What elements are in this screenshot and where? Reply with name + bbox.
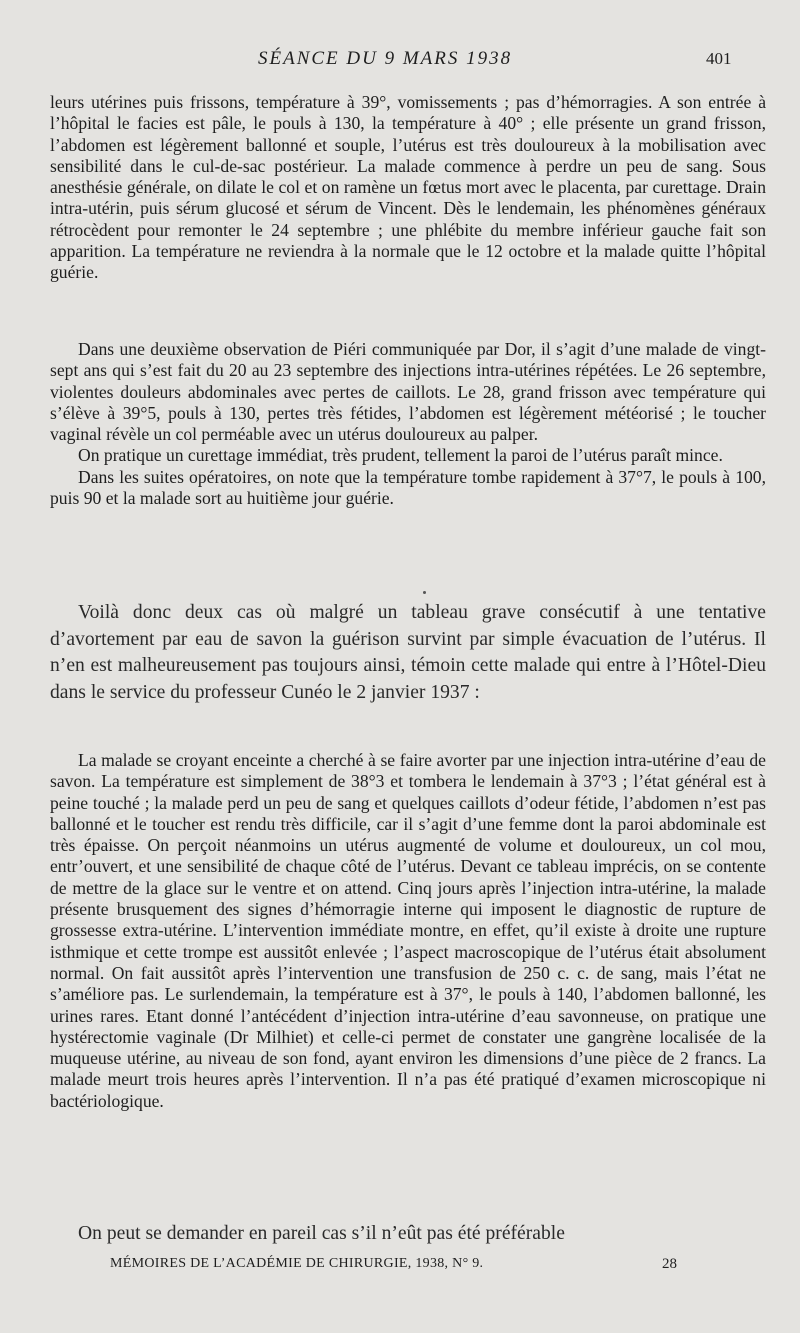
paragraph-case-two: Dans une deuxième observation de Piéri communiquée par Dor, il s’agit d’une malade de vingt-sept ans qui s’est fait du 20 au 23 septembre des injections intra-utérines répétées. Le 26 septembre, violentes douleurs abdominales avec pertes de caillots. Le 28, grand frisson avec température qui s’élève à 39°5, pouls à 130, pertes très fétides, l’abdomen est légèrement météorisé ; le toucher vaginal révèle un col perméable avec un utérus douloureux au palper.	[50, 339, 766, 445]
case-two-observation	[50, 339, 766, 509]
page-number: 401	[706, 49, 732, 68]
paragraph-case-three: La malade se croyant enceinte a cherché à se faire avorter par une injection intra-utérine d’eau de savon. La température est simplement de 38°3 et tombera le lendemain à 37°3 ; l’état général est à peine touché ; la malade perd un peu de sang et quelques caillots d’odeur fétide, l’abdomen n’est pas ballonné et le toucher est rendu très difficile, car il s’agit d’une femme dont la paroi abdominale est très épaisse. On perçoit néanmoins un utérus augmenté de volume et douloureux, un col mou, entr’ouvert, et une sensibilité de chaque côté de l’utérus. Devant ce tableau imprécis, on se contente de mettre de la glace sur le ventre et on attend. Cinq jours après l’injection intra-utérine, la malade présente brusquement des signes d’hémorragie interne qui imposent le diagnostic de rupture de grossesse extra-utérine. L’intervention immédiate montre, en effet, qu’il existe à droite une rupture isthmique et cette trompe est aussitôt enlevée ; l’aspect macroscopique de l’utérus était absolument normal. On fait aussitôt après l’intervention une transfusion de 250 c. c. de sang, mais l’état ne s’améliore pas. Le surlendemain, la température est à 37°, le pouls à 140, l’abdomen ballonné, les urines rares. Etant donné l’antécédent d’injection intra-utérine d’eau savonneuse, on pratique une hystérectomie vaginale (Dr Milhiet) et celle-ci permet de constater une gangrène localisée de la muqueuse utérine, au niveau de son fond, ayant environ les dimensions d’une pièce de 2 francs. La malade meurt trois heures après l’intervention. Il n’a pas été pratiqué d’examen microscopique ni bactériologique.	[50, 750, 766, 1111]
commentary-block	[50, 600, 766, 706]
paragraph-closing: On peut se demander en pareil cas s’il n’eût pas été préférable	[78, 1223, 565, 1244]
footer-sheet-number: 28	[662, 1256, 677, 1272]
paragraph-postoperative: Dans les suites opératoires, on note que la température tombe rapidement à 37°7, le pouls à 100, puis 90 et la malade sort au huitième jour guérie.	[50, 466, 766, 509]
footer-journal: MÉMOIRES DE L’ACADÉMIE DE CHIRURGIE, 1938, N° 9.	[110, 1256, 484, 1271]
case-one-continuation	[50, 92, 766, 284]
paragraph-case-one: leurs utérines puis frissons, température à 39°, vomissements ; pas d’hémorragies. A son entrée à l’hôpital le facies est pâle, le pouls à 130, la température à 40° ; elle présente un grand frisson, l’abdomen est légèrement ballonné et souple, l’utérus est très douloureux à la mobilisation avec sensibilité dans le cul-de-sac postérieur. La malade commence à perdre un peu de sang. Sous anesthésie générale, on dilate le col et on ramène un fœtus mort avec le placenta, par curettage. Drain intra-utérin, puis sérum glucosé et sérum de Vincent. Dès le lendemain, les phénomènes généraux rétrocèdent pour remonter le 24 septembre ; une phlébite du membre inférieur gauche fait son apparition. La température ne reviendra à la normale que le 12 octobre et la malade quitte l’hôpital guérie.	[50, 92, 766, 283]
closing-block	[50, 1221, 766, 1248]
paragraph-curettage: On pratique un curettage immédiat, très prudent, tellement la paroi de l’utérus paraît mince.	[78, 445, 723, 466]
running-footer	[0, 1256, 800, 1280]
header-title: SÉANCE DU 9 MARS 1938	[258, 48, 513, 69]
running-header	[0, 48, 800, 72]
paragraph-commentary: Voilà donc deux cas où malgré un tableau grave consécutif à une tentative d’avortement par eau de savon la guérison survint par simple évacuation de l’utérus. Il n’en est malheureusement pas toujours ainsi, témoin cette malade qui entre à l’Hôtel-Dieu dans le service du professeur Cunéo le 2 janvier 1937 :	[50, 602, 766, 703]
print-speck	[423, 591, 426, 594]
case-three-observation	[50, 750, 766, 1112]
